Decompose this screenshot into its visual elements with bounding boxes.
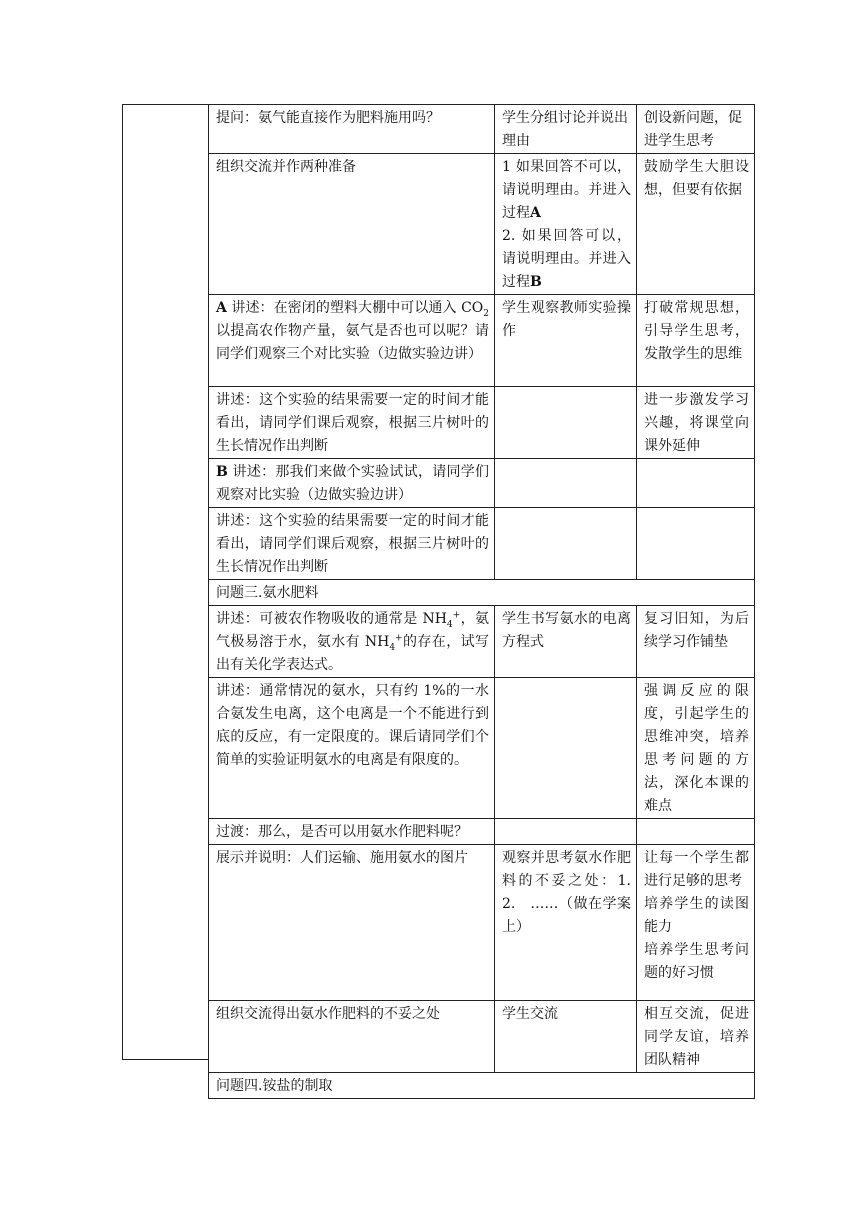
design-intent-cell (637, 459, 755, 508)
section-heading: 问题三.氨水肥料 (209, 580, 755, 606)
student-activity-cell (495, 819, 637, 845)
student-activity-cell (495, 387, 637, 459)
table-row (209, 580, 755, 606)
process-b-label: B (530, 274, 542, 290)
table-row (209, 678, 755, 819)
process-a-label: A (530, 205, 541, 221)
teacher-activity-cell: 讲述：通常情况的氨水，只有约 1%的一水合氨发生电离，这个电离是一个不能进行到底的反应，有一定限度的。课后请同学们个简单的实验证明氨水的电离是有限度的。 (209, 678, 495, 819)
table-row (209, 1073, 755, 1099)
table-row (209, 154, 755, 295)
teacher-activity-cell: 展示并说明：人们运输、施用氨水的图片 (209, 845, 495, 1001)
process-a-label: A (216, 300, 227, 316)
student-activity-cell: 学生交流 (495, 1001, 637, 1073)
table-row (209, 295, 755, 387)
intent-line: 培养学生的读图能力 (644, 896, 749, 935)
design-intent-cell: 相互交流，促进同学友谊，培养团队精神 (637, 1001, 755, 1073)
student-activity-cell (495, 508, 637, 580)
section-heading: 问题四.铵盐的制取 (209, 1073, 755, 1099)
student-activity-cell (495, 678, 637, 819)
stage-column (122, 104, 208, 1060)
table-row (209, 1001, 755, 1073)
design-intent-cell: 鼓励学生大胆设想，但要有依据 (637, 154, 755, 295)
design-intent-cell: 强调反应的限度，引起学生的思维冲突，培养思考问题的方法，深化本课的难点 (637, 678, 755, 819)
student-activity-cell (495, 459, 637, 508)
table-row (209, 606, 755, 678)
table-row (209, 819, 755, 845)
option-b-text: 2. 如果回答可以，请说明理由。并进入过程B (502, 228, 631, 290)
teacher-activity-cell: 组织交流得出氨水作肥料的不妥之处 (209, 1001, 495, 1073)
design-intent-cell: 复习旧知，为后续学习作铺垫 (637, 606, 755, 678)
student-activity-cell (495, 154, 637, 295)
lesson-plan-table (208, 104, 755, 1099)
student-activity-cell: 学生分组讨论并说出理由 (495, 105, 637, 154)
teacher-activity-cell: 讲述：这个实验的结果需要一定的时间才能看出，请同学们课后观察，根据三片树叶的生长情况作出判断 (209, 387, 495, 459)
student-activity-cell: 学生书写氨水的电离方程式 (495, 606, 637, 678)
design-intent-cell (637, 508, 755, 580)
table-row (209, 508, 755, 580)
teacher-activity-cell: 提问：氨气能直接作为肥料施用吗？ (209, 105, 495, 154)
student-activity-cell: 学生观察教师实验操作 (495, 295, 637, 387)
teacher-activity-cell: 讲述：这个实验的结果需要一定的时间才能看出，请同学们课后观察，根据三片树叶的生长情况作出判断 (209, 508, 495, 580)
teacher-activity-cell: 讲述：可被农作物吸收的通常是 $NH_4^+$，氨气极易溶于水，氨水有 $NH_4^+$的存在，试写出有关化学表达式。 (209, 606, 495, 678)
design-intent-cell: 进一步激发学习兴趣，将课堂向课外延伸 (637, 387, 755, 459)
intent-line: 培养学生思考问题的好习惯 (644, 942, 749, 981)
design-intent-cell: 打破常规思想，引导学生思考，发散学生的思维 (637, 295, 755, 387)
design-intent-cell: 创设新问题，促进学生思考 (637, 105, 755, 154)
design-intent-cell (637, 819, 755, 845)
teacher-activity-cell: B 讲述：那我们来做个实验试试，请同学们观察对比实验（边做实验边讲） (209, 459, 495, 508)
teacher-activity-cell: 组织交流并作两种准备 (209, 154, 495, 295)
teacher-activity-cell: A 讲述：在密闭的塑料大棚中可以通入 $CO_2$ 以提高农作物产量，氨气是否也可以呢？请同学们观察三个对比实验（边做实验边讲） (209, 295, 495, 387)
table-row (209, 387, 755, 459)
intent-line: 让每一个学生都进行足够的思考 (644, 850, 749, 889)
option-a-text: 1 如果回答不可以，请说明理由。并进入过程A (502, 159, 631, 221)
table-row (209, 459, 755, 508)
student-activity-cell: 观察并思考氨水作肥料的不妥之处：1. 2. ……（做在学案上） (495, 845, 637, 1001)
design-intent-cell (637, 845, 755, 1001)
teacher-activity-cell: 过渡：那么，是否可以用氨水作肥料呢？ (209, 819, 495, 845)
table-row (209, 845, 755, 1001)
process-b-label: B (216, 464, 228, 480)
table-row (209, 105, 755, 154)
